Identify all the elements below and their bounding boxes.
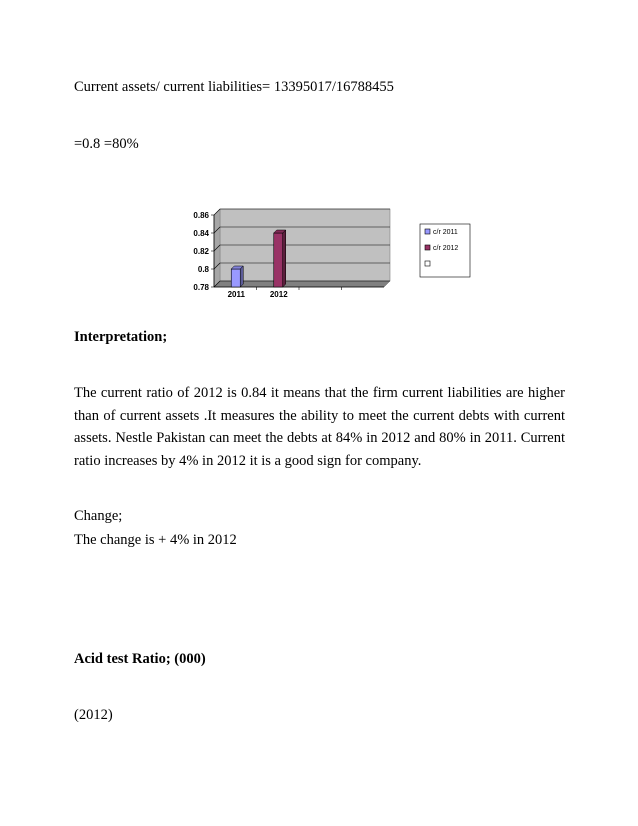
legend-swatch: [425, 261, 430, 266]
change-heading: Change;: [74, 508, 123, 524]
legend-swatch: [425, 229, 430, 234]
bar-2012: [274, 230, 286, 287]
year-label: (2012): [74, 707, 113, 723]
change-text: The change is + 4% in 2012: [74, 532, 237, 548]
acid-test-heading: Acid test Ratio; (000): [74, 651, 206, 667]
y-tick-label: 0.86: [193, 211, 209, 220]
current-ratio-chart: [0, 0, 638, 320]
x-tick-label: 2012: [269, 290, 288, 299]
y-tick-label: 0.82: [193, 247, 209, 256]
legend-label: c/r 2011: [433, 229, 458, 236]
formula-line: Current assets/ current liabilities= 13395017/16788455: [74, 79, 394, 95]
legend-swatch: [425, 245, 430, 250]
y-tick-label: 0.84: [193, 229, 209, 238]
y-tick-label: 0.8: [197, 265, 209, 274]
x-tick-label: 2011: [227, 290, 245, 299]
y-tick-label: 0.78: [193, 283, 209, 292]
interpretation-heading: Interpretation;: [74, 329, 168, 345]
result-line: =0.8 =80%: [74, 136, 139, 152]
bar-2011: [231, 266, 243, 287]
interpretation-paragraph: The current ratio of 2012 is 0.84 it means that the firm current liabilities are higher than of current assets .It measures the ability to meet the current debts with current assets. Nestle Pakistan can meet the debts at 84% in 2012 and 80% in 2011. Current ratio increases by 4% in 2012 it is a good sign for company.: [74, 385, 565, 469]
legend-label: c/r 2012: [433, 245, 459, 252]
